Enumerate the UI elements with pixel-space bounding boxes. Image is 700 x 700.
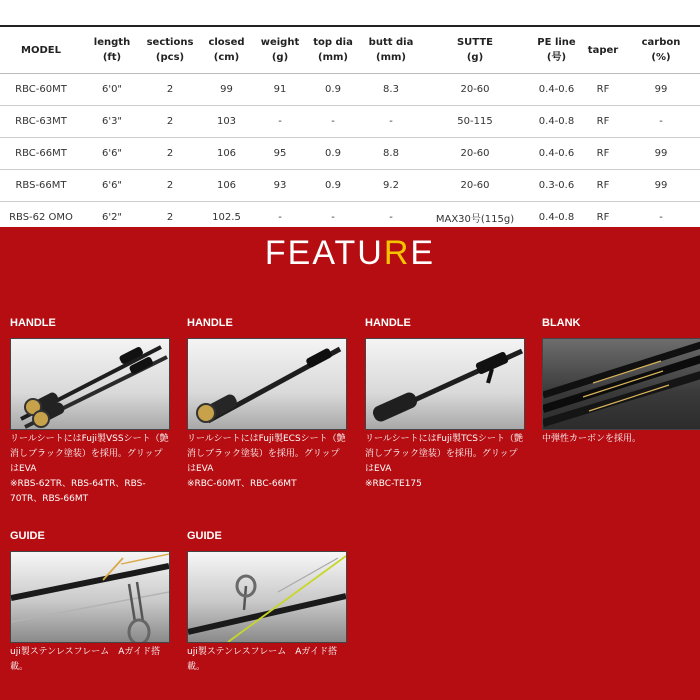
cell-sections: 2 bbox=[142, 202, 198, 234]
cell-weight: - bbox=[255, 106, 305, 138]
col-header-sections: sections (pcs) bbox=[146, 37, 194, 63]
cell-length: 6'0" bbox=[82, 74, 142, 106]
baitcasting-handle-photo bbox=[187, 338, 347, 430]
card-title: HANDLE bbox=[365, 317, 411, 329]
cell-butt-dia: 8.8 bbox=[361, 138, 421, 170]
spec-table bbox=[0, 25, 700, 234]
feature-title bbox=[0, 231, 700, 275]
card-title: HANDLE bbox=[10, 317, 56, 329]
cell-length: 6'2" bbox=[82, 202, 142, 234]
cell-top-dia: 0.9 bbox=[305, 74, 361, 106]
cell-length: 6'6" bbox=[82, 170, 142, 202]
cell-carbon: 99 bbox=[622, 170, 700, 202]
col-header-closed: closed (cm) bbox=[208, 37, 245, 63]
feature-section bbox=[0, 227, 700, 700]
feature-card-handle-vss bbox=[10, 316, 170, 507]
cell-top-dia: - bbox=[305, 202, 361, 234]
cell-butt-dia: - bbox=[361, 202, 421, 234]
cell-sutte: 20-60 bbox=[421, 74, 529, 106]
spec-header-row bbox=[0, 26, 700, 74]
cell-sutte: 20-60 bbox=[421, 138, 529, 170]
col-header-butt-dia: butt dia (mm) bbox=[368, 37, 414, 63]
card-title: GUIDE bbox=[10, 530, 45, 542]
casting-guide-photo bbox=[187, 551, 347, 643]
spec-row bbox=[0, 106, 700, 138]
cell-carbon: 99 bbox=[622, 138, 700, 170]
spec-row bbox=[0, 138, 700, 170]
cell-model: RBC-60MT bbox=[0, 74, 82, 106]
feature-title-highlight: R bbox=[383, 234, 411, 272]
cell-sections: 2 bbox=[142, 170, 198, 202]
cell-sections: 2 bbox=[142, 106, 198, 138]
cell-pe-line: 0.3-0.6 bbox=[529, 170, 584, 202]
cell-closed: 102.5 bbox=[198, 202, 255, 234]
col-header-top-dia: top dia (mm) bbox=[313, 37, 353, 63]
cell-top-dia: 0.9 bbox=[305, 170, 361, 202]
feature-card-guide-casting bbox=[187, 529, 347, 675]
col-header-weight: weight (g) bbox=[260, 37, 300, 63]
card-description: リールシートにはFuji製ECSシート（艶消しブラック塗装）を採用。グリップはEVA ※RBC-60MT、RBC-66MT bbox=[187, 434, 346, 489]
cell-sections: 2 bbox=[142, 74, 198, 106]
cell-model: RBC-63MT bbox=[0, 106, 82, 138]
col-header-model: MODEL bbox=[21, 44, 61, 56]
card-description: リールシートにはFuji製VSSシート（艶消しブラック塗装）を採用。グリップはEVA ※RBS-62TR、RBS-64TR、RBS-70TR、RBS-66MT bbox=[10, 434, 169, 504]
cell-weight: 91 bbox=[255, 74, 305, 106]
feature-card-handle-ecs bbox=[187, 316, 347, 492]
card-description: リールシートにはFuji製TCSシート（艶消しブラック塗装）を採用。グリップはEVA ※RBC-TE175 bbox=[365, 434, 523, 489]
cell-closed: 106 bbox=[198, 170, 255, 202]
col-header-taper: taper bbox=[587, 44, 619, 56]
cell-sutte: 20-60 bbox=[421, 170, 529, 202]
cell-weight: 93 bbox=[255, 170, 305, 202]
cell-pe-line: 0.4-0.8 bbox=[529, 202, 584, 234]
cell-taper: RF bbox=[584, 74, 622, 106]
card-description: uji製ステンレスフレーム Aガイド搭載。 bbox=[10, 647, 161, 672]
card-description: uji製ステンレスフレーム Aガイド搭載。 bbox=[187, 647, 338, 672]
cell-butt-dia: - bbox=[361, 106, 421, 138]
cell-closed: 106 bbox=[198, 138, 255, 170]
card-description: 中弾性カーボンを採用。 bbox=[542, 434, 642, 444]
cell-weight: - bbox=[255, 202, 305, 234]
cell-pe-line: 0.4-0.6 bbox=[529, 74, 584, 106]
feature-title-end: E bbox=[410, 234, 436, 272]
cell-taper: RF bbox=[584, 170, 622, 202]
cell-pe-line: 0.4-0.6 bbox=[529, 138, 584, 170]
col-header-carbon: carbon (%) bbox=[641, 37, 681, 63]
card-title: BLANK bbox=[542, 317, 581, 329]
col-header-length: length (ft) bbox=[93, 37, 131, 63]
cell-length: 6'3" bbox=[82, 106, 142, 138]
feature-card-handle-tcs bbox=[365, 316, 525, 492]
spec-row bbox=[0, 74, 700, 106]
cell-taper: RF bbox=[584, 138, 622, 170]
cell-butt-dia: 9.2 bbox=[361, 170, 421, 202]
cell-pe-line: 0.4-0.8 bbox=[529, 106, 584, 138]
cell-top-dia: 0.9 bbox=[305, 138, 361, 170]
cell-closed: 103 bbox=[198, 106, 255, 138]
cell-taper: RF bbox=[584, 202, 622, 234]
blank-photo bbox=[542, 338, 700, 430]
feature-title-main: FEATU bbox=[264, 234, 384, 272]
cell-carbon: - bbox=[622, 202, 700, 234]
col-header-pe-line: PE line (号) bbox=[537, 37, 576, 63]
cell-top-dia: - bbox=[305, 106, 361, 138]
col-header-sutte: SUTTE (g) bbox=[456, 37, 494, 63]
cell-length: 6'6" bbox=[82, 138, 142, 170]
cell-model: RBC-66MT bbox=[0, 138, 82, 170]
cell-model: RBS-66MT bbox=[0, 170, 82, 202]
card-title: HANDLE bbox=[187, 317, 233, 329]
spinning-handle-photo bbox=[10, 338, 170, 430]
trigger-handle-photo bbox=[365, 338, 525, 430]
cell-sutte: 50-115 bbox=[421, 106, 529, 138]
card-title: GUIDE bbox=[187, 530, 222, 542]
cell-taper: RF bbox=[584, 106, 622, 138]
cell-sections: 2 bbox=[142, 138, 198, 170]
feature-card-guide-spinning bbox=[10, 529, 170, 675]
cell-closed: 99 bbox=[198, 74, 255, 106]
feature-card-blank bbox=[542, 316, 700, 447]
cell-model: RBS-62 OMO bbox=[0, 202, 82, 234]
cell-weight: 95 bbox=[255, 138, 305, 170]
spec-row bbox=[0, 170, 700, 202]
cell-butt-dia: 8.3 bbox=[361, 74, 421, 106]
cell-carbon: 99 bbox=[622, 74, 700, 106]
cell-carbon: - bbox=[622, 106, 700, 138]
spinning-guide-photo bbox=[10, 551, 170, 643]
cell-sutte: MAX30号(115g) bbox=[421, 202, 529, 234]
